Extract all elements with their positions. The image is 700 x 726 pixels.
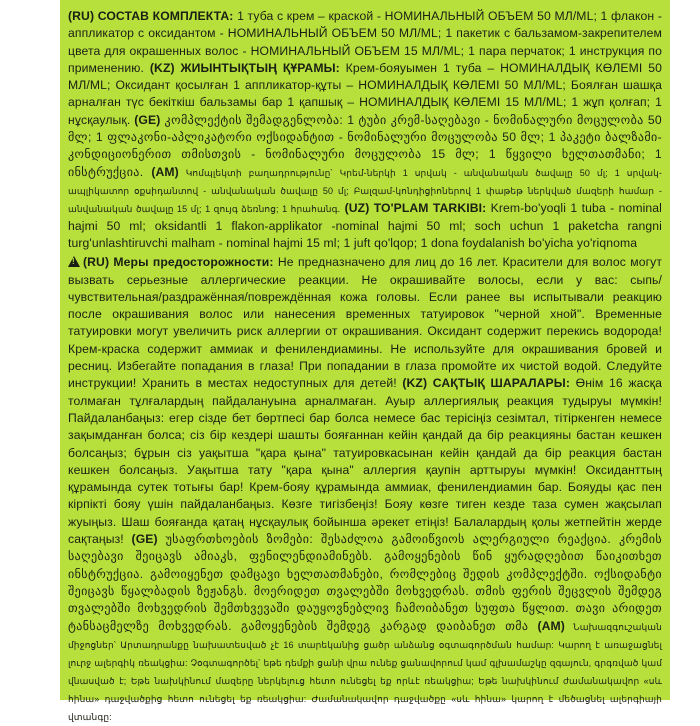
kz-precautions-heading: (KZ) САҚТЫҚ ШАРАЛАРЫ: [402,376,570,391]
warning-icon [68,256,80,267]
precautions-section [68,254,662,725]
am-composition-heading: (AM) [151,164,179,179]
ge-composition-heading: (GE) [134,112,161,127]
ru-composition-text: 1 туба с крем – краской - НОМИНАЛЬНЫЙ ОБЪЕМ 50 МЛ/ML; 1 флакон - аппликатор с оксидантом - НОМИНАЛЬНЫЙ ОБЪЕМ 50 МЛ/ML; 1 пакетик с бальзамом-закрепителем цвета для окрашенных волос - НОМИНАЛЬНЫЙ ОБЪЕМ 15 МЛ/ML; 1 пара перчаток; 1 инструкция по применению. [68,9,662,75]
ge-composition-text: კომპლექტის შემადგენლობა: 1 ტუბი კრემ-საღებავი - ნომინალური მოცულობა 50 მლ; 1 ფლაკონი-აპლიკატორი ოქსიდანტით - ნომინალური მოცულობა 50 მლ; 1 პაკეტი ბალზამი-კონდიციონერით თმისთვის - ნომინალური მოცულობა 15 მლ; 1 წყვილი ხელთათმანი; 1 ინსტრუქცია. [68,112,662,179]
kz-precautions-text: Өнім 16 жасқа толмаған тұлғалардың пайдалануына арналмаған. Ауыр аллергиялық реакция тудыруы мүмкін! Пайдаланбаңыз: егер сізде бет бөртпесі бар болса немесе бас терісіңіз сезімтал, тітіркенген немесе зақымданған болса; сіз бір кездері шашты бояғаннан кейін қандай да бір реакцияны бастан кешкен болсаңыз; бұрын сіз уақытша "қара қына" татуировкасынан кейін қандай да бір реакция бастан кешкен болсаңыз. Уақытша тату "қара қына" аллергия қаупін арттыруы мүмкін! Оксиданттың құрамында сутек тотығы бар! Крем-бояу құрамында аммиак, фенилендиамин бар. Бояуды қас пен кірпікті бояу үшін пайдаланбаңыз. Көзге тигізбеңіз! Бояу көзге тиген кезде таза сумен жақсылап жуыңыз. Шаш бояғанда қатаң нұсқаулық бойынша әрекет етіңіз! Балалардың қолы жетпейтін жерде сақтаңыз! [68,376,662,547]
am-precautions-text: Նախազգուշական միջոցներ՝ Արտադրանքը նախատեսված չէ 16 տարեկանից ցածր անձանց օգտագործման համար: Կարող է առաջացնել լուրջ ալերգիկ ռեակցիա: Չօգտագործել՝ եթե դեմքի ցանի վրա ունեք ցանավորում կամ գլխամաշկը զգայուն, գրգռված կամ վնասված է; Եթե նախկինում մազերը ներկելուց հետո ունեցել եք որևէ ռեակցիա; Եթե նախկինում ժամանակավոր «սև հինա» դաջվածքից հետո ունեցել եք ռեակցիա: Ժամանակավոր դաջվածքը «սև հինա» կարող է մեծացնել ալերգիայի վտանգը: [68,621,662,722]
kz-composition-text: Крем-бояуымен 1 туба – НОМИНАЛДЫҚ КӨЛЕМІ 50 МЛ/ML; Оксидант қосылған 1 аппликатор-құты – НОМИНАЛДЫҚ КӨЛЕМІ 50 МЛ/ML; Боялған шашқа арналған түс бекіткіш бальзамы бар 1 қапшық – НОМИНАЛДЫҚ КӨЛЕМІ 15 МЛ/ML; 1 жұп қолғап; 1 нұсқаулық. [68,60,662,127]
kz-composition-heading: (KZ) ЖИЫНТЫҚТЫҢ ҚҰРАМЫ: [149,60,340,75]
instruction-leaflet [60,0,670,722]
kit-composition-section [68,8,662,252]
ru-precautions-heading: (RU) Меры предосторожности: [83,255,274,270]
ge-precautions-text: უსაფრთხოების ზომები: შესაძლოა გამოიწვიოს ალერგიული რეაქცია. კრემის საღებავი შეიცავს ამიაკს, ფენილენდიამინებს. გამოყენების წინ ყურადღებით წაიკითხეთ ინსტრუქცია. გამოიყენეთ დამცავი ხელთათმანები, რომლებიც შედის კომპლექტში. ოქსიდანტი შეიცავს წყალბადის ზეჟანგს. მოერიდეთ თვალებში მოხვედრას. თმის ფერის შეცვლის შემდეგ თვალებში მოხვედრის შემთხვევაში დაუყოვნებლივ ჩამოიბანეთ სუფთა წყლით. თავი არიდეთ ტანსაცმელზე მოხვედრას. გამოყენების შემდეგ კარგად დაიბანეთ თმა [68,532,662,633]
am-precautions-heading: (AM) [537,618,565,633]
ru-composition-heading: (RU) СОСТАВ КОМПЛЕКТА: [68,9,234,23]
ge-precautions-heading: (GE) [131,532,158,547]
ru-precautions-text: Не предназначено для лиц до 16 лет. Красители для волос могут вызвать серьезные аллергические реакции. Не окрашивайте волосы, если у вас: сыпь/ чувствительная/раздражённая/повреждённая кожа головы. Если ранее вы испытывали реакцию после окрашивания волос или нанесения временных татуировок "черной хной". Временные татуировки могут увеличить риск аллергии от окрашивания. Оксидант содержит перекись водорода! Крем-краска содержит аммиак и фенилендиамины. Не используйте для окрашивания бровей и ресниц. Избегайте попадания в глаза! При попадании в глаза промойте их чистой водой. Следуйте инструкции! Хранить в местах недоступных для детей! [68,255,663,391]
uz-composition-text: Krem-bo'yoqli 1 tuba - nominal hajmi 50 ml; oksidantli 1 flakon-applikator -nominal hajmi 50 ml; soch uchun 1 paketcha rangni turg'unlashtiruvchi malham - nominal hajmi 15 ml; 1 juft qo'lqop; 1 dona foydalanish bo'yicha yo'riqnoma [68,200,662,250]
uz-composition-heading: (UZ) TO'PLAM TARKIBI: [344,200,487,215]
am-composition-text: Կոմպլեկտի բաղադրությունը՝ Կրեմ-ներկի 1 սրվակ - անվանական ծավալը 50 մլ; 1 սրվակ-ապլիկատոր օքսիդանտով - անվանական ծավալը 50 մլ; Բալզամ-կոնդիցիոներով 1 փաթեթ ներկված մազերի համար - անվանական ծավալը 15 մլ; 1 զույգ ձեռնոց; 1 հրահանգ. [68,167,662,214]
